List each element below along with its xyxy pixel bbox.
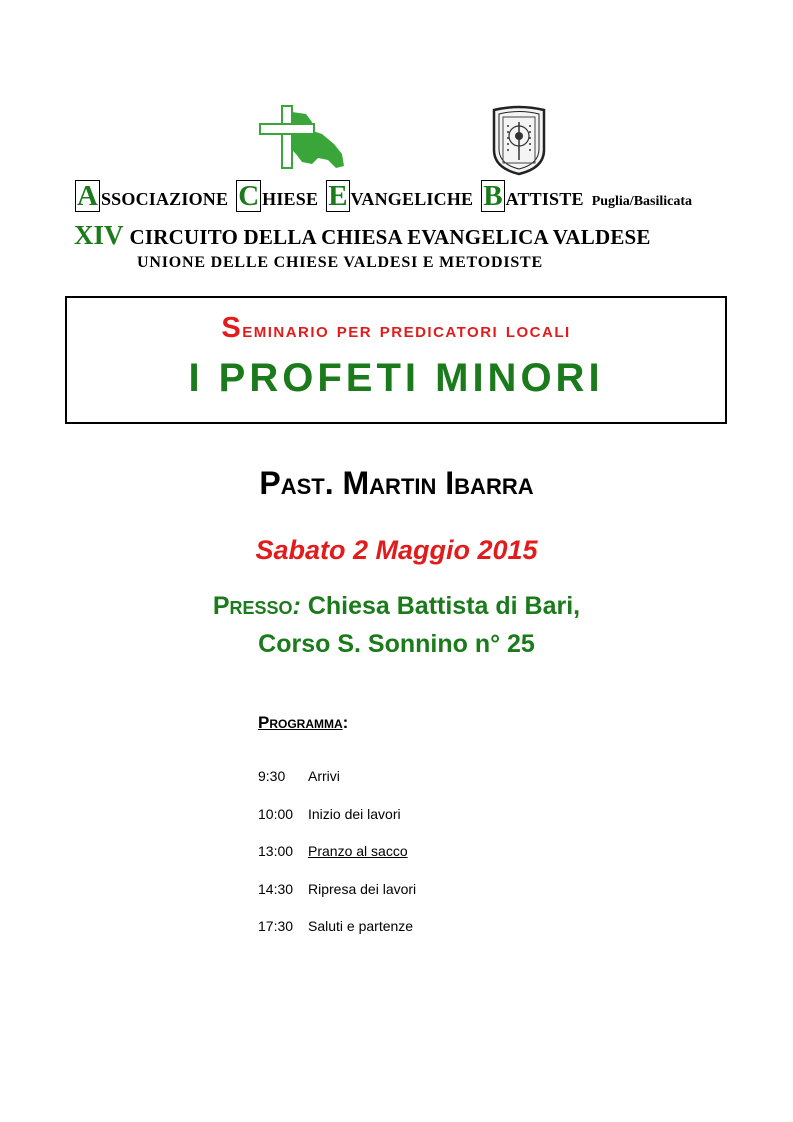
circuito-line	[74, 220, 774, 251]
association-initial: B	[483, 180, 503, 212]
unione-line: UNIONE DELLE CHIESE VALDESI E METODISTE	[137, 254, 543, 271]
schedule-item	[258, 806, 416, 844]
schedule-activity: Saluti e partenze	[308, 918, 414, 934]
valdese-seal-icon	[488, 104, 550, 176]
association-word: SSOCIAZIONE	[100, 189, 229, 209]
schedule-item	[258, 918, 416, 956]
seminar-box	[65, 296, 727, 424]
program-title-text: Programma	[258, 713, 343, 732]
schedule-activity: Arrivi	[308, 768, 340, 784]
seminar-title-initial: S	[221, 312, 243, 344]
program-schedule	[258, 768, 416, 956]
association-initial: C	[238, 180, 260, 212]
schedule-time: 14:30	[258, 880, 294, 897]
schedule-item	[258, 768, 416, 806]
association-word: ATTISTE	[505, 189, 584, 209]
schedule-time: 17:30	[258, 918, 294, 934]
program-title-colon: :	[342, 713, 349, 732]
program-title	[258, 713, 348, 733]
schedule-item	[258, 881, 416, 919]
venue-label: Presso	[212, 592, 293, 620]
venue-name: Chiesa Battista di Bari,	[307, 592, 581, 620]
schedule-activity: Pranzo al sacco	[308, 843, 408, 859]
cross-and-region-map-icon	[256, 104, 346, 172]
circuito-text: CIRCUITO DELLA CHIESA EVANGELICA VALDESE	[129, 225, 651, 249]
circuito-number: XIV	[74, 220, 124, 250]
association-name	[75, 180, 775, 212]
schedule-activity: Inizio dei lavori	[308, 805, 401, 822]
seminar-title-rest: eminario per predicatori locali	[242, 317, 571, 342]
seminar-title	[67, 312, 725, 345]
association-word: HIESE	[262, 189, 319, 209]
association-initial: E	[328, 180, 348, 212]
event-date: Sabato 2 Maggio 2015	[255, 535, 538, 565]
schedule-time: 9:30	[258, 768, 286, 784]
seminar-subtitle: I PROFETI MINORI	[188, 356, 604, 400]
venue-address: Corso S. Sonnino n° 25	[258, 630, 535, 658]
speaker-name: Past. Martin Ibarra	[259, 465, 534, 501]
schedule-time: 13:00	[258, 843, 294, 859]
venue-line-1	[0, 592, 793, 621]
schedule-item	[258, 843, 416, 881]
association-word: VANGELICHE	[350, 189, 474, 209]
venue-colon: :	[292, 592, 301, 620]
association-initial: A	[77, 180, 98, 212]
association-region: Puglia/Basilicata	[591, 194, 693, 209]
schedule-time: 10:00	[258, 805, 294, 822]
schedule-activity: Ripresa dei lavori	[308, 880, 417, 897]
